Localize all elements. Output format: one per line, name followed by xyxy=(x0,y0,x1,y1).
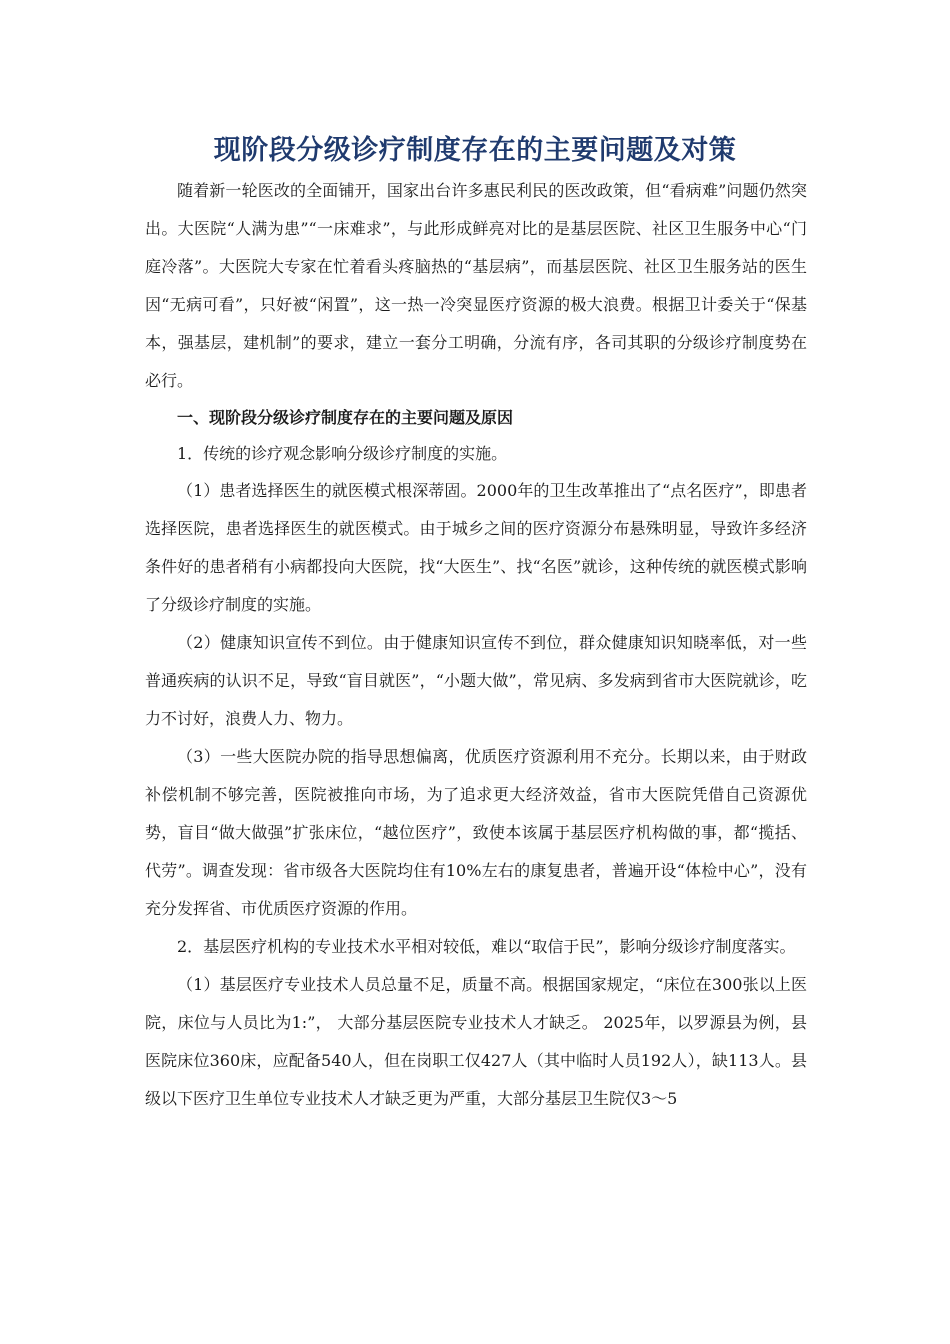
section-heading: 一、现阶段分级诊疗制度存在的主要问题及原因 xyxy=(177,408,514,427)
body-paragraph: （1）患者选择医生的就医模式根深蒂固。2000年的卫生改革推出了“点名医疗”，即患者选择医院，患者选择医生的就医模式。由于城乡之间的医疗资源分布悬殊明显，导致许多经济条件好的患者稍有小病都投向大医院，找“大医生”、找“名医”就诊，这种传统的就医模式影响了分级诊疗制度的实施。 xyxy=(145,481,807,614)
body-paragraph: （2）健康知识宣传不到位。由于健康知识宣传不到位，群众健康知识知晓率低，对一些普通疾病的认识不足，导致“盲目就医”，“小题大做”，常见病、多发病到省市大医院就诊，吃力不讨好，浪费人力、物力。 xyxy=(145,633,807,728)
subsection-heading: 1．传统的诊疗观念影响分级诊疗制度的实施。 xyxy=(177,444,508,463)
intro-paragraph: 随着新一轮医改的全面铺开，国家出台许多惠民利民的医改政策，但“看病难”问题仍然突出。大医院“人满为患”“一床难求”，与此形成鲜亮对比的是基层医院、社区卫生服务中心“门庭冷落”。大医院大专家在忙着看头疼脑热的“基层病”，而基层医院、社区卫生服务站的医生因“无病可看”，只好被“闲置”，这一热一冷突显医疗资源的极大浪费。根据卫计委关于“保基本，强基层，建机制”的要求，建立一套分工明确，分流有序，各司其职的分级诊疗制度势在必行。 xyxy=(145,181,807,390)
subsection-heading: 2．基层医疗机构的专业技术水平相对较低，难以“取信于民”，影响分级诊疗制度落实。 xyxy=(177,937,796,956)
document-title: 现阶段分级诊疗制度存在的主要问题及对策 xyxy=(213,135,737,166)
body-paragraph: （3）一些大医院办院的指导思想偏离，优质医疗资源利用不充分。长期以来，由于财政补偿机制不够完善，医院被推向市场，为了追求更大经济效益，省市大医院凭借自己资源优势，盲目“做大做强”扩张床位，“越位医疗”，致使本该属于基层医疗机构做的事，都“揽括、代劳”。调查发现：省市级各大医院均住有10%左右的康复患者，普遍开设“体检中心”，没有充分发挥省、市优质医疗资源的作用。 xyxy=(145,747,807,918)
body-paragraph: （1）基层医疗专业技术人员总量不足，质量不高。根据国家规定，“床位在300张以上医院，床位与人员比为1:”， 大部分基层医院专业技术人才缺乏。 2025年，以罗源县为例，县医院床位360床，应配备540人，但在岗职工仅427人（其中临时人员192人），缺113人。县级以下医疗卫生单位专业技术人才缺乏更为严重，大部分基层卫生院仅3～5 xyxy=(145,975,807,1108)
document-body xyxy=(145,172,807,1118)
